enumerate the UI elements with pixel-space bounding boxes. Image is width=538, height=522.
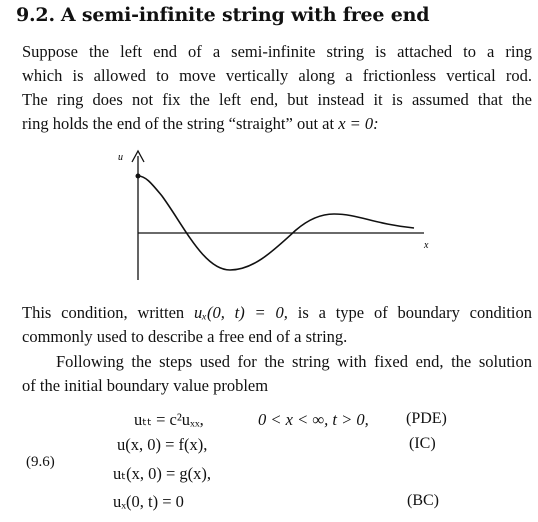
equation-pde-domain: 0 < x < ∞, t > 0, bbox=[258, 410, 369, 429]
x-axis-label: x bbox=[424, 240, 429, 251]
equation-tag-pde: (PDE) bbox=[406, 410, 447, 427]
paragraph-line: which is allowed to move vertically along a frictionless vertical rod. bbox=[22, 66, 532, 85]
section-title: A semi-infinite string with free end bbox=[60, 4, 430, 26]
paragraph-line-text: ring holds the end of the string “straight” out at bbox=[22, 114, 339, 133]
intro-paragraph bbox=[22, 40, 532, 136]
paragraph-line: Suppose the left end of a semi-infinite string is attached to a ring bbox=[22, 42, 532, 61]
paragraph-line: of the initial boundary value problem bbox=[22, 376, 269, 395]
equation-system bbox=[0, 400, 538, 522]
paragraph-line: The ring does not fix the left end, but instead it is assumed that the bbox=[22, 90, 532, 109]
paragraph-line: commonly used to describe a free end of a string. bbox=[22, 327, 348, 346]
equation-pde-lhs: uₜₜ = c²uₓₓ, bbox=[134, 410, 204, 429]
equation-tag-bc: (BC) bbox=[407, 492, 439, 509]
steps-paragraph bbox=[22, 350, 532, 398]
boundary-condition-paragraph bbox=[22, 301, 532, 349]
equation-number: (9.6) bbox=[26, 454, 55, 470]
u-axis-label: u bbox=[118, 152, 123, 163]
equation-bc: uₓ(0, t) = 0 bbox=[113, 492, 184, 511]
equation-ic-ut: uₜ(x, 0) = g(x), bbox=[113, 464, 212, 483]
paragraph-line bbox=[22, 301, 532, 325]
section-number: 9.2. bbox=[16, 4, 55, 26]
string-curve bbox=[138, 176, 414, 270]
inline-math: uₓ(0, t) = 0, bbox=[194, 303, 288, 322]
paragraph-line: Following the steps used for the string with fixed end, the solution bbox=[56, 352, 532, 371]
string-figure bbox=[112, 148, 442, 284]
section-heading bbox=[16, 4, 429, 26]
paragraph-line bbox=[22, 112, 532, 136]
equation-tag-ic: (IC) bbox=[409, 435, 436, 452]
equation-ic-u: u(x, 0) = f(x), bbox=[117, 435, 208, 454]
paragraph-line-text: This condition, written bbox=[22, 303, 195, 322]
ring-end bbox=[136, 174, 141, 179]
paragraph-line-text: is a type of boundary condition bbox=[287, 303, 532, 322]
inline-math: x = 0: bbox=[338, 114, 379, 133]
